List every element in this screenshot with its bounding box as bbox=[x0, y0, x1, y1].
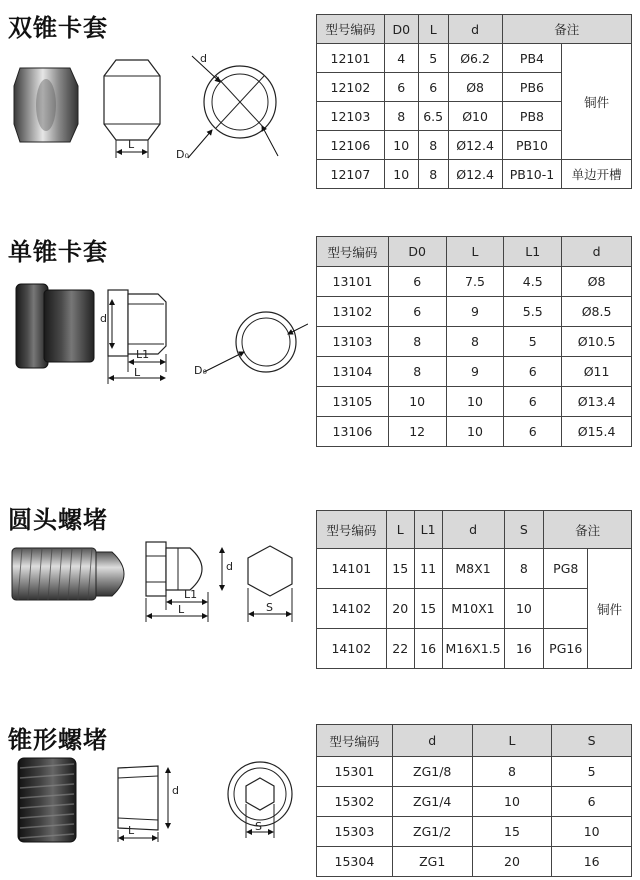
header-cell: 备注 bbox=[502, 15, 631, 44]
cell-l: 15 bbox=[386, 549, 414, 589]
cell-d: M10X1 bbox=[442, 589, 504, 629]
header-cell: D0 bbox=[388, 237, 446, 267]
cell-code: 13106 bbox=[317, 417, 389, 447]
cell-code: 15301 bbox=[317, 757, 393, 787]
table-row bbox=[317, 417, 632, 447]
cell-d: Ø6.2 bbox=[448, 44, 502, 73]
cell-l: 8 bbox=[418, 131, 448, 160]
header-cell: L bbox=[418, 15, 448, 44]
table-row bbox=[317, 817, 632, 847]
cell-l: 22 bbox=[386, 629, 414, 669]
cell-code: 13104 bbox=[317, 357, 389, 387]
header-cell: 型号编码 bbox=[317, 237, 389, 267]
cell-note: PB4 bbox=[502, 44, 562, 73]
cell-note: PG16 bbox=[544, 629, 588, 669]
header-cell: L bbox=[386, 511, 414, 549]
table-row bbox=[317, 267, 632, 297]
cell-d: Ø10.5 bbox=[562, 327, 632, 357]
header-cell: L bbox=[446, 237, 504, 267]
table-row bbox=[317, 387, 632, 417]
cell-l: 6 bbox=[418, 73, 448, 102]
cell-note bbox=[544, 589, 588, 629]
cell-note: PG8 bbox=[544, 549, 588, 589]
dim-label-D0: D₀ bbox=[194, 364, 207, 377]
cell-s: 6 bbox=[552, 787, 632, 817]
cell-code: 15303 bbox=[317, 817, 393, 847]
header-cell: 型号编码 bbox=[317, 725, 393, 757]
dim-label-d: d bbox=[200, 52, 207, 65]
cell-code: 13101 bbox=[317, 267, 389, 297]
dim-label-d: d bbox=[226, 560, 233, 573]
cell-merged-note: 铜件 bbox=[588, 549, 632, 669]
cell-l1: 11 bbox=[414, 549, 442, 589]
table-row bbox=[317, 589, 632, 629]
cell-d0: 10 bbox=[384, 160, 418, 189]
cell-code: 12102 bbox=[317, 73, 385, 102]
cell-l: 10 bbox=[446, 417, 504, 447]
cell-code: 15304 bbox=[317, 847, 393, 877]
table-row bbox=[317, 757, 632, 787]
cell-s: 8 bbox=[504, 549, 544, 589]
cell-d: Ø13.4 bbox=[562, 387, 632, 417]
dim-label-L: L bbox=[128, 824, 135, 837]
section-title-tapered-plug: 锥形螺堵 bbox=[8, 726, 108, 754]
cell-code: 13105 bbox=[317, 387, 389, 417]
cell-merged-note: 铜件 bbox=[562, 44, 632, 160]
table-row bbox=[317, 44, 632, 73]
cell-l: 20 bbox=[386, 589, 414, 629]
cell-code: 14102 bbox=[317, 589, 387, 629]
cell-l: 20 bbox=[472, 847, 552, 877]
cell-l: 7.5 bbox=[446, 267, 504, 297]
section-title-round-head-plug: 圆头螺堵 bbox=[8, 506, 108, 534]
cell-note: PB10 bbox=[502, 131, 562, 160]
dim-label-L: L bbox=[128, 138, 135, 151]
cell-s: 16 bbox=[504, 629, 544, 669]
cell-s: 5 bbox=[552, 757, 632, 787]
spec-table-single-cone-ferrule bbox=[316, 236, 632, 447]
cell-d: ZG1/2 bbox=[392, 817, 472, 847]
dim-label-d: d bbox=[172, 784, 179, 797]
cell-code: 13103 bbox=[317, 327, 389, 357]
dim-label-L: L bbox=[178, 603, 185, 616]
cell-note: PB10-1 bbox=[502, 160, 562, 189]
cell-code: 12103 bbox=[317, 102, 385, 131]
cell-code: 12107 bbox=[317, 160, 385, 189]
header-cell: d bbox=[562, 237, 632, 267]
dim-label-L1: L1 bbox=[136, 348, 150, 361]
spec-table-round-head-plug bbox=[316, 510, 632, 669]
round-head-plug-photo bbox=[12, 548, 96, 600]
cell-l: 10 bbox=[446, 387, 504, 417]
cell-d: Ø11 bbox=[562, 357, 632, 387]
cell-d: Ø12.4 bbox=[448, 160, 502, 189]
table-row bbox=[317, 549, 632, 589]
section-title-double-cone-ferrule: 双锥卡套 bbox=[8, 14, 108, 42]
cell-code: 12106 bbox=[317, 131, 385, 160]
cell-l: 6.5 bbox=[418, 102, 448, 131]
cell-l1: 16 bbox=[414, 629, 442, 669]
cell-l1: 4.5 bbox=[504, 267, 562, 297]
header-cell: L bbox=[472, 725, 552, 757]
cell-l1: 6 bbox=[504, 387, 562, 417]
cell-d0: 8 bbox=[384, 102, 418, 131]
header-cell: d bbox=[442, 511, 504, 549]
table-row bbox=[317, 357, 632, 387]
cell-d: Ø12.4 bbox=[448, 131, 502, 160]
table-row bbox=[317, 847, 632, 877]
dim-label-d: d bbox=[100, 312, 107, 325]
cell-l: 9 bbox=[446, 357, 504, 387]
cell-l1: 5.5 bbox=[504, 297, 562, 327]
cell-note: PB6 bbox=[502, 73, 562, 102]
cell-l1: 15 bbox=[414, 589, 442, 629]
cell-s: 10 bbox=[504, 589, 544, 629]
double-cone-ferrule-figure bbox=[8, 46, 308, 176]
tapered-plug-photo bbox=[18, 758, 76, 842]
header-cell: L1 bbox=[414, 511, 442, 549]
cell-d: ZG1 bbox=[392, 847, 472, 877]
cell-d0: 8 bbox=[388, 357, 446, 387]
header-cell: 型号编码 bbox=[317, 15, 385, 44]
cell-l1: 6 bbox=[504, 357, 562, 387]
header-cell: S bbox=[504, 511, 544, 549]
header-cell: d bbox=[448, 15, 502, 44]
spec-table-double-cone-ferrule bbox=[316, 14, 632, 189]
cell-d: Ø8 bbox=[562, 267, 632, 297]
dim-label-S: S bbox=[255, 820, 262, 833]
cell-d: ZG1/8 bbox=[392, 757, 472, 787]
cell-d: M8X1 bbox=[442, 549, 504, 589]
cell-d: Ø15.4 bbox=[562, 417, 632, 447]
table-row bbox=[317, 297, 632, 327]
cell-d0: 10 bbox=[388, 387, 446, 417]
cell-d0: 10 bbox=[384, 131, 418, 160]
cell-d0: 6 bbox=[388, 267, 446, 297]
cell-l: 8 bbox=[472, 757, 552, 787]
cell-d0: 4 bbox=[384, 44, 418, 73]
cell-l: 8 bbox=[418, 160, 448, 189]
tapered-plug-figure bbox=[8, 754, 308, 846]
cell-l: 8 bbox=[446, 327, 504, 357]
cell-d: ZG1/4 bbox=[392, 787, 472, 817]
dim-label-L: L bbox=[134, 366, 141, 379]
header-cell: S bbox=[552, 725, 632, 757]
dim-label-S: S bbox=[266, 601, 273, 614]
header-cell: 型号编码 bbox=[317, 511, 387, 549]
table-row bbox=[317, 160, 632, 189]
cell-code: 12101 bbox=[317, 44, 385, 73]
cell-l: 5 bbox=[418, 44, 448, 73]
table-row bbox=[317, 787, 632, 817]
round-head-plug-figure bbox=[8, 536, 308, 626]
header-cell: 备注 bbox=[544, 511, 632, 549]
dim-label-D0: D₀ bbox=[176, 148, 189, 161]
section-title-single-cone-ferrule: 单锥卡套 bbox=[8, 238, 108, 266]
cell-note: PB8 bbox=[502, 102, 562, 131]
cell-l1: 6 bbox=[504, 417, 562, 447]
spec-table-tapered-plug bbox=[316, 724, 632, 877]
cell-code: 13102 bbox=[317, 297, 389, 327]
cell-s: 10 bbox=[552, 817, 632, 847]
cell-code: 14101 bbox=[317, 549, 387, 589]
single-cone-ferrule-figure bbox=[8, 272, 308, 392]
single-cone-ferrule-photo bbox=[16, 284, 48, 368]
cell-d0: 6 bbox=[388, 297, 446, 327]
cell-d0: 6 bbox=[384, 73, 418, 102]
cell-d: Ø8 bbox=[448, 73, 502, 102]
cell-d0: 12 bbox=[388, 417, 446, 447]
header-cell: d bbox=[392, 725, 472, 757]
table-row bbox=[317, 629, 632, 669]
cell-l: 15 bbox=[472, 817, 552, 847]
dim-label-L1: L1 bbox=[184, 588, 198, 601]
header-cell: L1 bbox=[504, 237, 562, 267]
cell-l: 10 bbox=[472, 787, 552, 817]
table-row bbox=[317, 327, 632, 357]
cell-d0: 8 bbox=[388, 327, 446, 357]
cell-d: Ø10 bbox=[448, 102, 502, 131]
cell-l: 9 bbox=[446, 297, 504, 327]
cell-l1: 5 bbox=[504, 327, 562, 357]
double-cone-side-view bbox=[104, 60, 160, 140]
cell-last-note: 单边开槽 bbox=[562, 160, 632, 189]
cell-d: M16X1.5 bbox=[442, 629, 504, 669]
cell-d: Ø8.5 bbox=[562, 297, 632, 327]
cell-code: 14102 bbox=[317, 629, 387, 669]
cell-s: 16 bbox=[552, 847, 632, 877]
cell-code: 15302 bbox=[317, 787, 393, 817]
header-cell: D0 bbox=[384, 15, 418, 44]
